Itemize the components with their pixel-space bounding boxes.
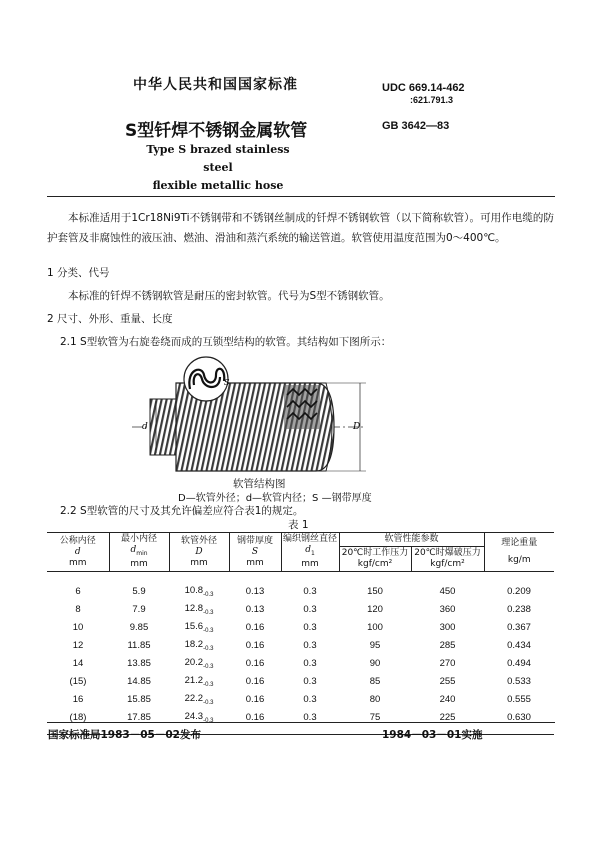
cell-min-diameter: 7.9 xyxy=(132,603,146,615)
table-row xyxy=(47,618,554,636)
cell-wire-diameter: 0.3 xyxy=(303,639,317,651)
cell-wire-diameter: 0.3 xyxy=(303,693,317,705)
cell-weight: 0.494 xyxy=(507,657,531,669)
cell-strip-thickness: 0.13 xyxy=(245,585,265,597)
english-title xyxy=(143,141,293,195)
cell-weight: 0.209 xyxy=(507,585,531,597)
english-title-line-1: Type S brazed stainless steel xyxy=(146,143,290,174)
gb-code: GB 3642—83 xyxy=(382,120,450,132)
cell-burst-pressure: 285 xyxy=(439,639,456,651)
document-title: S型钎焊不锈钢金属软管 xyxy=(125,121,308,141)
hose-structure-figure xyxy=(130,355,470,475)
strip-thickness-label: S xyxy=(224,378,230,387)
tolerance: -0.3 xyxy=(203,627,214,634)
clause-2-2: 2.2 S型软管的尺寸及其允许偏差应符合表1的规定。 xyxy=(60,505,304,517)
cell-strip-thickness: 0.16 xyxy=(245,675,265,687)
tolerance: -0.3 xyxy=(203,699,214,706)
header-outer-diameter: 软管外径 D mm xyxy=(169,533,229,572)
cell-working-pressure: 90 xyxy=(369,657,381,669)
cell-nominal-diameter: 8 xyxy=(75,603,81,615)
tolerance: -0.3 xyxy=(203,663,214,670)
tolerance: -0.3 xyxy=(203,645,214,652)
cell-strip-thickness: 0.16 xyxy=(229,708,281,735)
header-min-diameter: 最小内径 $d_{min}$ mm xyxy=(109,533,169,572)
cell-min-diameter: 13.85 xyxy=(127,657,151,669)
table-row xyxy=(47,672,554,690)
tolerance: -0.3 xyxy=(203,681,214,688)
header-rule xyxy=(47,196,555,197)
cell-strip-thickness: 0.13 xyxy=(245,603,265,615)
cell-working-pressure: 85 xyxy=(369,675,381,687)
cell-weight: 0.434 xyxy=(507,639,531,651)
cell-outer-diameter: $20.2_{-0.3}$ xyxy=(184,656,214,670)
cell-weight: 0.367 xyxy=(507,621,531,633)
cell-outer-diameter: $24.3_{-0.3}$ xyxy=(169,708,229,735)
cell-working-pressure: 80 xyxy=(369,693,381,705)
cell-min-diameter: 17.85 xyxy=(109,708,169,735)
cell-burst-pressure: 240 xyxy=(439,693,456,705)
cell-strip-thickness: 0.16 xyxy=(245,639,265,651)
cell-nominal-diameter: 10 xyxy=(72,621,84,633)
cell-outer-diameter: $21.2_{-0.3}$ xyxy=(184,674,214,688)
cell-working-pressure: 150 xyxy=(367,585,383,597)
cell-min-diameter: 11.85 xyxy=(127,639,151,651)
figure-caption: 软管结构图 xyxy=(233,478,286,490)
cell-wire-diameter: 0.3 xyxy=(281,708,339,735)
cell-burst-pressure: 270 xyxy=(439,657,456,669)
cell-wire-diameter: 0.3 xyxy=(303,675,317,687)
cell-outer-diameter: $15.6_{-0.3}$ xyxy=(184,620,214,634)
header-burst-pressure: 20℃时爆破压力 kgf/cm² xyxy=(411,547,484,572)
cell-outer-diameter: $12.8_{-0.3}$ xyxy=(184,602,214,616)
header-wire-diameter: 编织钢丝直径 $d_1$ mm xyxy=(281,533,339,572)
header-weight: 理论重量 kg/m xyxy=(484,533,554,572)
cell-working-pressure: 95 xyxy=(369,639,381,651)
header-performance-group: 软管性能参数 xyxy=(339,533,484,547)
clause-2-1: 2.1 S型软管为右旋卷绕而成的互锁型结构的软管。其结构如下图所示： xyxy=(60,336,392,348)
header-nominal-diameter: 公称内径 d mm xyxy=(47,533,109,572)
cell-wire-diameter: 0.3 xyxy=(303,603,317,615)
header-strip-thickness: 钢带厚度 S mm xyxy=(229,533,281,572)
cell-strip-thickness: 0.16 xyxy=(245,693,265,705)
table-row xyxy=(47,654,554,672)
cell-burst-pressure: 360 xyxy=(439,603,456,615)
cell-weight: 0.533 xyxy=(507,675,531,687)
cell-wire-diameter: 0.3 xyxy=(303,621,317,633)
udc-code xyxy=(382,82,465,106)
cell-outer-diameter: $18.2_{-0.3}$ xyxy=(184,638,214,652)
cell-burst-pressure: 450 xyxy=(439,585,456,597)
cell-min-diameter: 5.9 xyxy=(132,585,146,597)
tolerance: -0.3 xyxy=(203,717,214,724)
tolerance: -0.3 xyxy=(203,609,214,616)
tolerance: -0.3 xyxy=(203,591,214,598)
inner-tube-end xyxy=(150,399,178,455)
udc-line-1: UDC 669.14-462 xyxy=(382,82,465,94)
header-working-pressure: 20℃时工作压力 kgf/cm² xyxy=(339,547,411,572)
outer-diameter-label: D xyxy=(353,422,361,432)
table-row xyxy=(47,572,554,601)
cell-outer-diameter: $10.8_{-0.3}$ xyxy=(184,584,214,598)
cell-weight: 0.630 xyxy=(484,708,554,735)
intro-paragraph: 本标准适用于1Cr18Ni9Ti不锈钢带和不锈钢丝制成的钎焊不锈钢软管（以下简称软管）。可用作电缆的防护套管及非腐蚀性的液压油、燃油、滑油和蒸汽系统的输送管道。软管使用温度范围为0～400℃。 xyxy=(47,212,554,244)
cell-min-diameter: 9.85 xyxy=(129,621,149,633)
cell-wire-diameter: 0.3 xyxy=(303,657,317,669)
cell-nominal-diameter: (18) xyxy=(47,708,109,735)
english-title-line-2: flexible metallic hose xyxy=(152,179,284,192)
cell-weight: 0.238 xyxy=(507,603,531,615)
inner-diameter-label: d xyxy=(142,422,148,432)
cell-wire-diameter: 0.3 xyxy=(303,585,317,597)
cell-nominal-diameter: 14 xyxy=(72,657,84,669)
cell-working-pressure: 100 xyxy=(367,621,383,633)
footer-rule xyxy=(47,722,555,723)
cell-strip-thickness: 0.16 xyxy=(245,657,265,669)
effective-date: 1984－03－01实施 xyxy=(382,729,483,741)
dimension-table xyxy=(47,532,554,735)
figure-legend: D—软管外径；d—软管内径；S —钢带厚度 xyxy=(178,493,372,504)
cell-min-diameter: 15.85 xyxy=(127,693,151,705)
dimension-table-body xyxy=(47,572,554,735)
standard-body-title: 中华人民共和国国家标准 xyxy=(133,77,298,93)
section-1-text: 本标准的钎焊不锈钢软管是耐压的密封软管。代号为S型不锈钢软管。 xyxy=(68,290,390,302)
table-row xyxy=(47,600,554,618)
cell-nominal-diameter: 12 xyxy=(72,639,84,651)
section-1-heading: 1 分类、代号 xyxy=(47,267,110,279)
table-row xyxy=(47,690,554,708)
cell-working-pressure: 120 xyxy=(367,603,383,615)
cell-outer-diameter: $22.2_{-0.3}$ xyxy=(184,692,214,706)
table-row xyxy=(47,636,554,654)
cell-working-pressure: 75 xyxy=(339,708,411,735)
cell-nominal-diameter: 6 xyxy=(75,585,81,597)
section-2-heading: 2 尺寸、外形、重量、长度 xyxy=(47,313,173,325)
issue-date: 国家标准局1983－05－02发布 xyxy=(48,729,201,741)
cell-min-diameter: 14.85 xyxy=(127,675,151,687)
udc-line-2: :621.791.3 xyxy=(410,95,454,105)
cell-burst-pressure: 300 xyxy=(439,621,456,633)
cell-burst-pressure: 255 xyxy=(439,675,456,687)
cell-nominal-diameter: 16 xyxy=(72,693,84,705)
cell-nominal-diameter: (15) xyxy=(69,675,87,687)
cell-strip-thickness: 0.16 xyxy=(245,621,265,633)
cell-burst-pressure: 225 xyxy=(411,708,484,735)
cell-weight: 0.555 xyxy=(507,693,531,705)
table-caption: 表 1 xyxy=(288,519,309,531)
